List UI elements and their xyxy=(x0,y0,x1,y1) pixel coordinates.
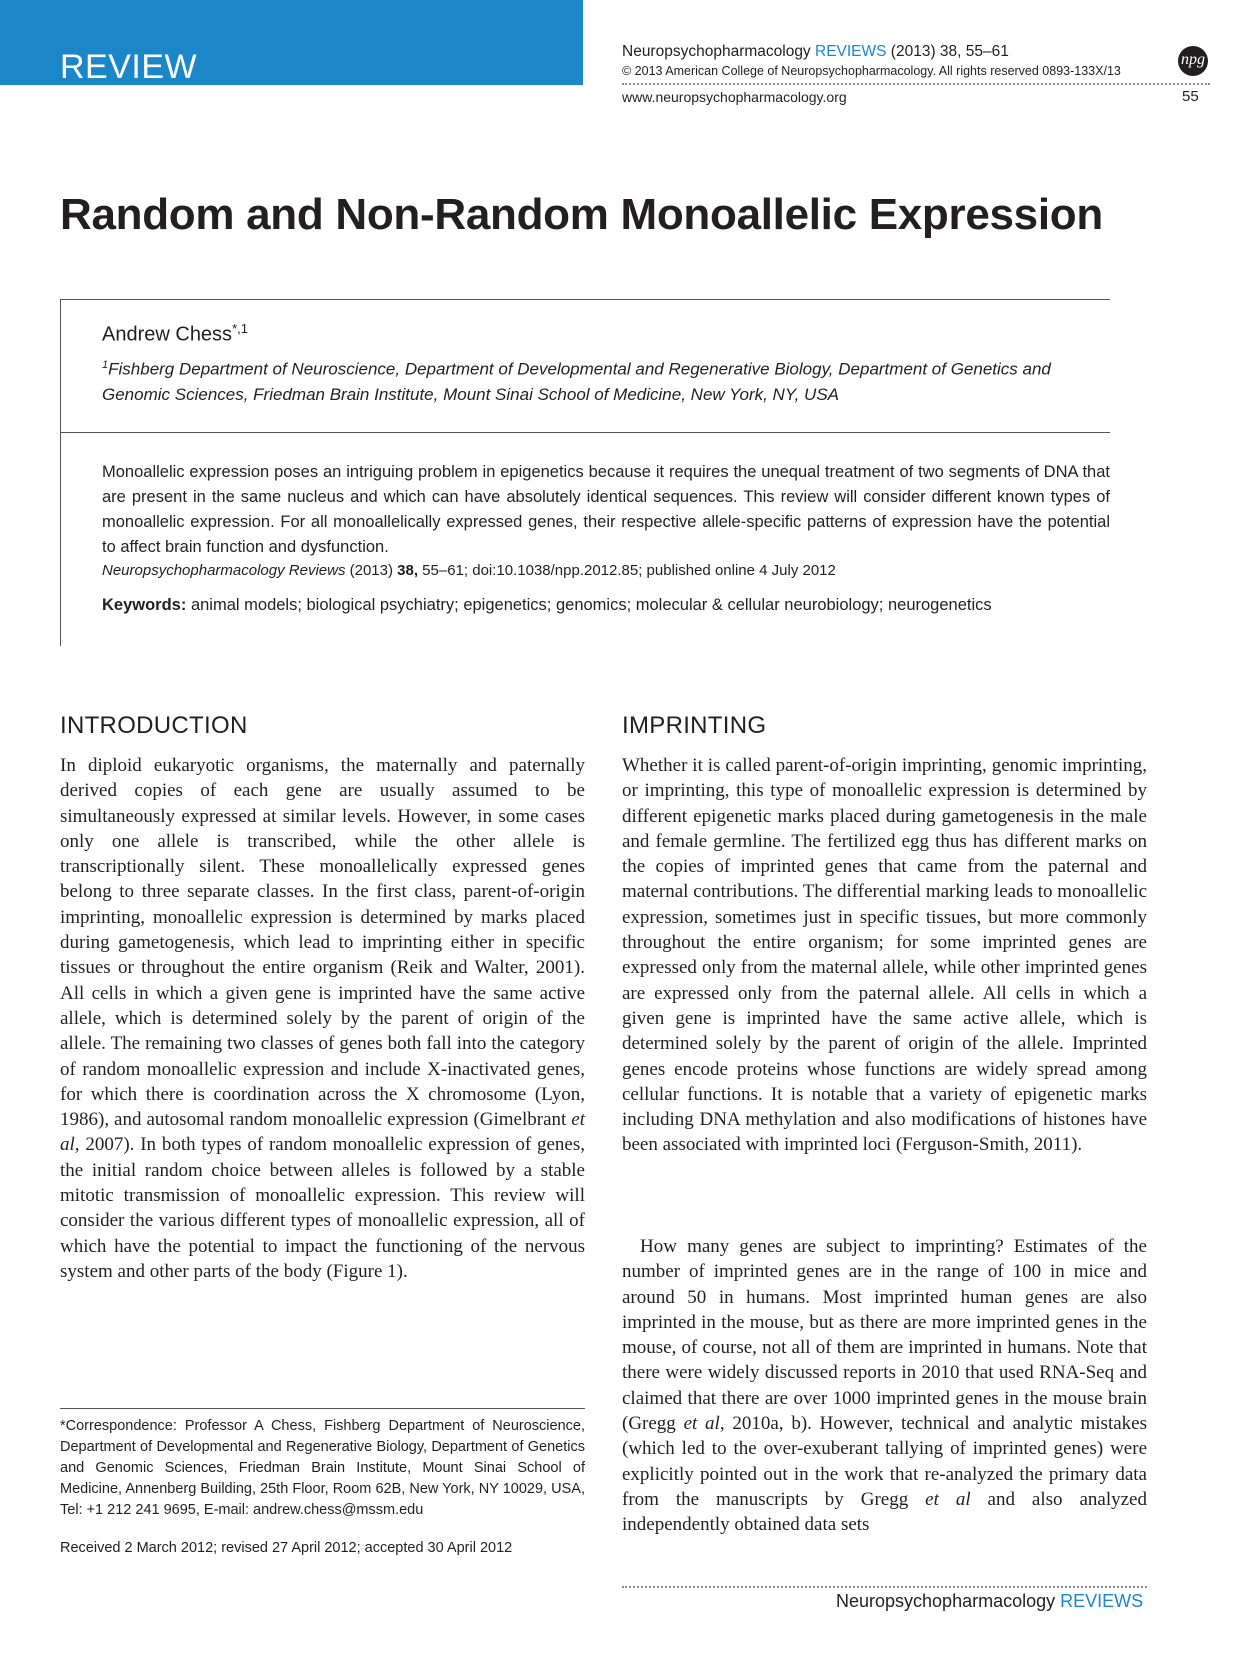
imprinting-heading: IMPRINTING xyxy=(622,712,767,739)
affiliation-text: Fishberg Department of Neuroscience, Department of Developmental and Regenerative Biology, Department of Genetics and Genomic Sciences, Friedman Brain Institute, Mount Sinai School of Medicine, New York, NY, USA xyxy=(102,359,1051,404)
page-number: 55 xyxy=(1182,88,1199,105)
journal-name: Neuropsychopharmacology xyxy=(622,43,811,60)
author: Andrew Chess xyxy=(102,323,233,346)
keywords xyxy=(102,596,992,615)
npg-logo-icon: npg xyxy=(1178,46,1208,76)
imprint-text-part: , 2010a, b). However, technical and analytic mistakes (which led to the over-exuberant tallying of imprinted genes) were explicitly pointed out in the work that re-analyzed the primary data from the manuscripts by Gregg xyxy=(622,1413,1147,1510)
author-box-top-border xyxy=(60,299,1110,300)
header-divider xyxy=(622,83,1210,85)
author-box-left-border xyxy=(60,299,61,646)
journal-suffix: REVIEWS xyxy=(815,43,887,60)
imprint-text-part: and also analyzed independently obtained data sets xyxy=(622,1488,1147,1536)
citation-doi[interactable]: 55–61; doi:10.1038/npp.2012.85; published online 4 July 2012 xyxy=(418,562,836,579)
abstract-divider xyxy=(60,432,1110,433)
correspondence-footnote: *Correspondence: Professor A Chess, Fishberg Department of Neuroscience, Department of Developmental and Regenerative Biology, Department of Genetics and Genomic Sciences, Friedman Brain Institute, Mount Sinai School of Medicine, Annenberg Building, 25th Floor, Room 62B, New York, NY 10029, USA, Tel: +1 212 241 9695, E-mail: andrew.chess@mssm.edu xyxy=(60,1418,585,1518)
imprinting-paragraph-1: Whether it is called parent-of-origin imprinting, genomic imprinting, or imprinting, this type of monoallelic expression is determined by different epigenetic marks placed during gametogenesis in the male and female germline. The fertilized egg thus has different marks on the copies of imprinted genes that came from the paternal and maternal contributions. The differential marking leads to monoallelic expression, sometimes just in specific tissues, but more commonly throughout the entire organism; for some imprinted genes are expressed only from the maternal allele, while other imprinted genes are expressed only from the paternal allele. All cells in which a given gene is imprinted have the same active allele, which is determined solely by the parent of origin of the allele. Imprinted genes encode proteins whose functions are widely spread among cellular functions. It is notable that a variety of epigenetic marks including DNA methylation and also modifications of histones have been associated with imprinted loci (Ferguson-Smith, 2011). xyxy=(622,755,1147,1156)
author-name xyxy=(102,321,248,347)
intro-text-part: , 2007). In both types of random monoallelic expression of genes, the initial random choice between alleles is followed by a stable mitotic transmission of monoallelic expression. This review will consider the various different types of monoallelic expression, all of which have the potential to impact the functioning of the nervous system and other parts of the body (Figure 1). xyxy=(60,1134,585,1282)
footnote-divider xyxy=(60,1408,585,1409)
footer-journal-name: Neuropsychopharmacology xyxy=(836,1591,1056,1611)
section-label: REVIEW xyxy=(60,48,198,86)
imprinting-paragraph-2 xyxy=(622,1234,1147,1538)
citation-volume: 38, xyxy=(397,562,419,579)
citation-year: (2013) xyxy=(345,562,398,579)
citation-line xyxy=(102,562,836,579)
author-marks: *,1 xyxy=(232,321,248,336)
journal-website-link[interactable]: www.neuropsychopharmacology.org xyxy=(622,89,847,105)
keywords-label: Keywords: xyxy=(102,596,187,614)
received-dates: Received 2 March 2012; revised 27 April 2012; accepted 30 April 2012 xyxy=(60,1540,513,1556)
article-title: Random and Non-Random Monoallelic Expression xyxy=(60,190,1103,239)
copyright-notice: © 2013 American College of Neuropsychopharmacology. All rights reserved 0893-133X/13 xyxy=(622,64,1121,78)
keywords-list: animal models; biological psychiatry; epigenetics; genomics; molecular & cellular neurobiology; neurogenetics xyxy=(190,596,992,614)
abstract: Monoallelic expression poses an intriguing problem in epigenetics because it requires the unequal treatment of two segments of DNA that are present in the same nucleus and which can have absolutely identical sequences. This review will consider different known types of monoallelic expression. For all monoallelically expressed genes, their respective allele-specific patterns of expression have the potential to affect brain function and dysfunction. xyxy=(102,463,1110,556)
imprint-et-al: et al xyxy=(925,1488,971,1510)
footer-journal xyxy=(836,1591,1143,1612)
imprint-text-part: How many genes are subject to imprinting? Estimates of the number of imprinted genes are in the range of 100 in mice and around 50 in humans. Most imprinted human genes are also imprinted in the mouse, but as there are more imprinted genes in the mouse, of course, not all of them are imprinted in humans. Note that there were widely discussed reports in 2010 that used RNA-Seq and claimed that there are over 1000 imprinted genes in the mouse brain (Gregg xyxy=(622,1236,1147,1435)
introduction-paragraph xyxy=(60,753,585,1284)
footer-divider xyxy=(622,1586,1147,1588)
intro-et-al: et al xyxy=(60,1109,585,1156)
intro-text-part: In diploid eukaryotic organisms, the maternally and paternally derived copies of each gene are usually assumed to be simultaneously expressed at similar levels. However, in some cases only one allele is transcribed, while the other allele is transcriptionally silent. These monoallelically expressed genes belong to three separate classes. In the first class, parent-of-origin imprinting, monoallelic expression is determined by marks placed during gametogenesis, which lead to imprinting either in specific tissues or throughout the entire organism (Reik and Walter, 2001). All cells in which a given gene is imprinted have the same active allele, which is determined solely by the parent of origin of the allele. The remaining two classes of genes both fall into the category of random monoallelic expression and include X-inactivated genes, for which there is coordination across the X chromosome (Lyon, 1986), and autosomal random monoallelic expression (Gimelbrant xyxy=(60,755,585,1131)
citation-journal: Neuropsychopharmacology Reviews xyxy=(102,562,346,579)
author-affiliation xyxy=(102,353,1112,407)
journal-citation-header xyxy=(622,43,1009,61)
footer-journal-suffix: REVIEWS xyxy=(1060,1591,1144,1611)
introduction-heading: INTRODUCTION xyxy=(60,712,248,739)
affiliation-mark: 1 xyxy=(102,359,109,371)
imprint-et-al: et al xyxy=(683,1413,720,1435)
volume-info: (2013) 38, 55–61 xyxy=(890,43,1009,60)
